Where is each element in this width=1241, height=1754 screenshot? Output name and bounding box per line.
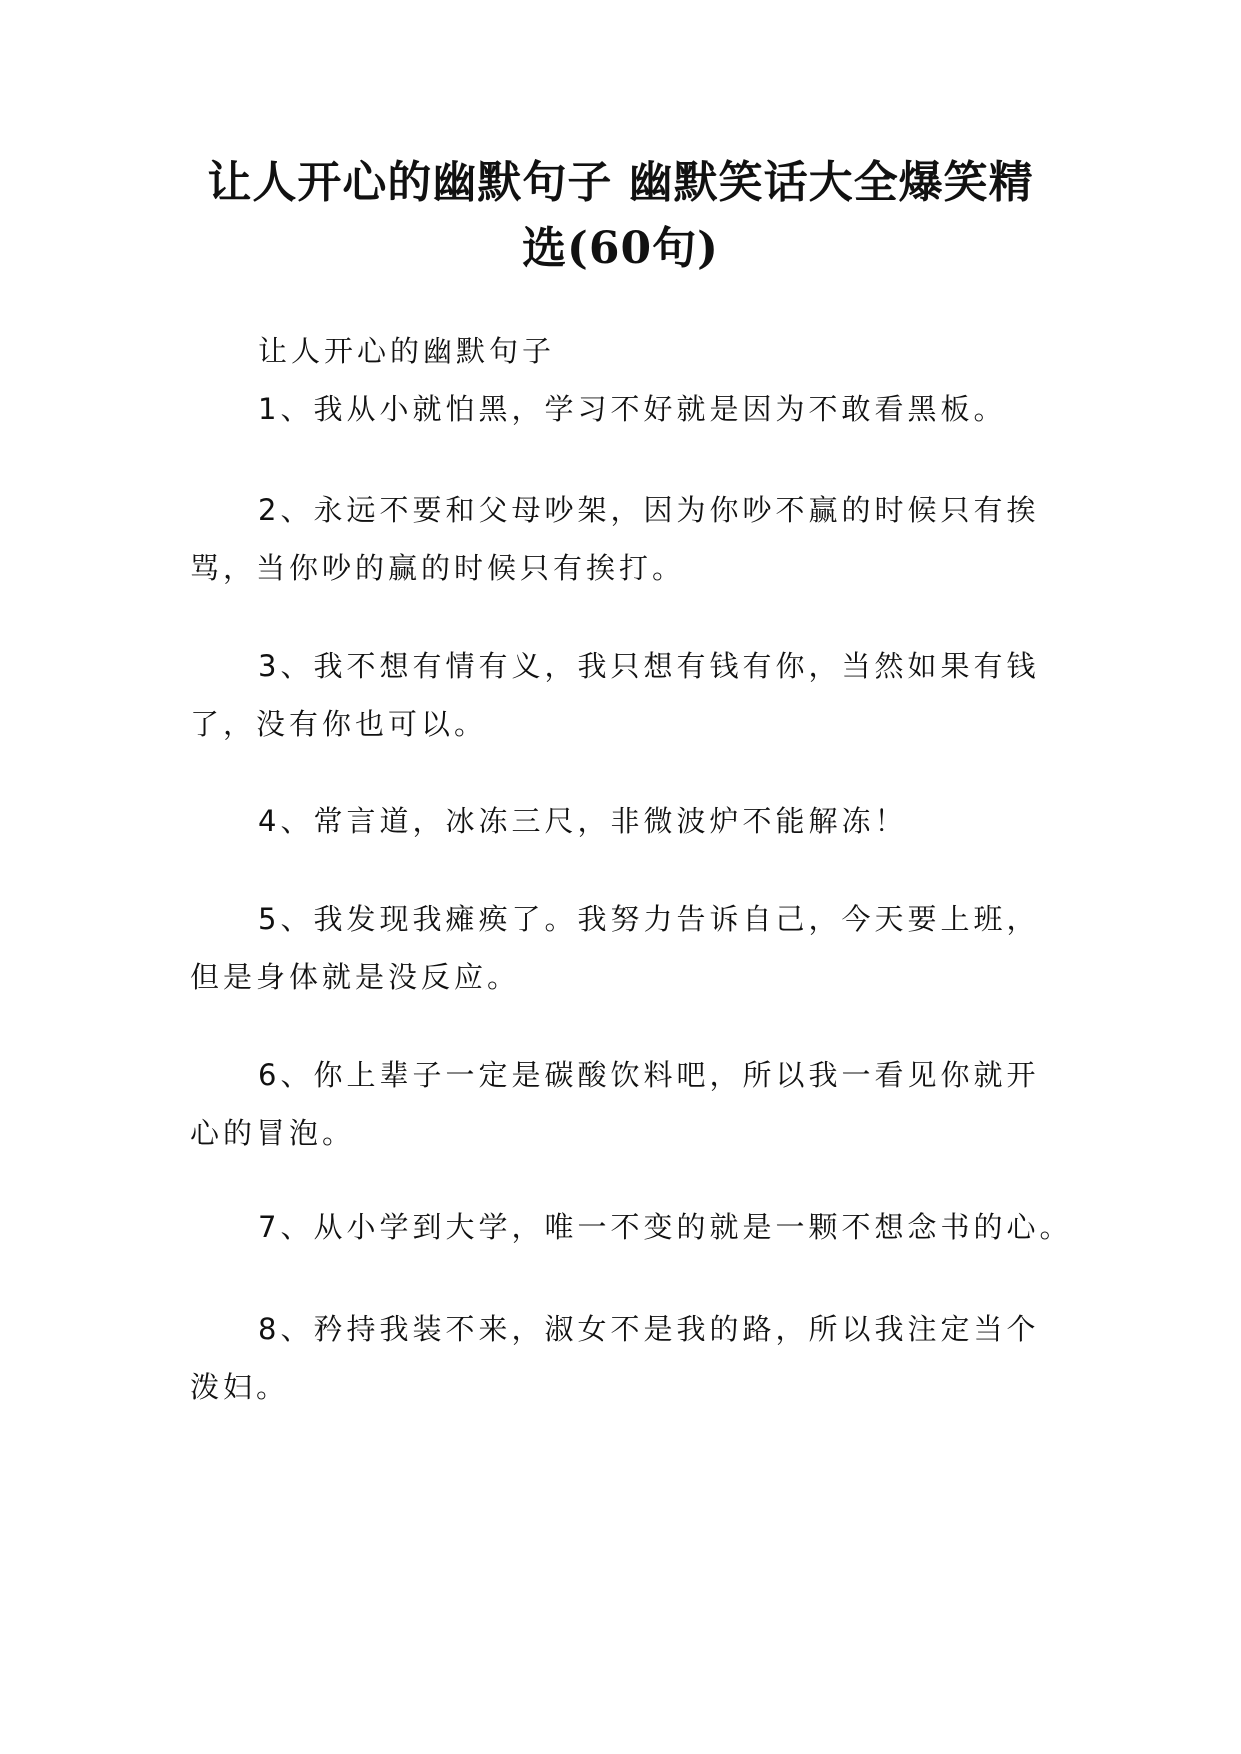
title-line-2: 选(60句) [522,223,719,274]
joke-item-7 [190,1198,1073,1256]
joke-item-8-line-1: 8、矜持我装不来，淑女不是我的路，所以我注定当个 [258,1312,1040,1346]
title-line-1: 让人开心的幽默句子 幽默笑话大全爆笑精 [207,157,1034,208]
joke-item-3-line-1: 3、我不想有情有义，我只想有钱有你，当然如果有钱 [258,649,1040,683]
joke-item-8-line-2: 泼妇。 [190,1370,290,1404]
joke-item-3 [190,637,1060,753]
joke-item-6-line-1: 6、你上辈子一定是碳酸饮料吧，所以我一看见你就开 [258,1058,1040,1092]
joke-item-6 [190,1046,1060,1162]
joke-item-8 [190,1300,1060,1416]
joke-item-2-line-1: 2、永远不要和父母吵架，因为你吵不赢的时候只有挨 [258,493,1040,527]
section-heading: 让人开心的幽默句子 [258,334,556,368]
joke-item-5 [190,890,1060,1006]
joke-item-2-line-2: 骂，当你吵的赢的时候只有挨打。 [190,551,686,585]
joke-item-4-line-1: 4、常言道，冰冻三尺，非微波炉不能解冻！ [258,804,908,838]
joke-item-1 [190,380,1060,438]
joke-item-3-line-2: 了，没有你也可以。 [190,707,488,741]
joke-item-2 [190,481,1060,597]
joke-item-7-line-1: 7、从小学到大学，唯一不变的就是一颗不想念书的心。 [258,1210,1073,1244]
joke-item-1-line-1: 1、我从小就怕黑，学习不好就是因为不敢看黑板。 [258,392,1007,426]
joke-item-6-line-2: 心的冒泡。 [190,1116,356,1150]
joke-item-4 [190,792,1060,850]
joke-item-5-line-1: 5、我发现我瘫痪了。我努力告诉自己，今天要上班， [258,902,1040,936]
joke-item-5-line-2: 但是身体就是没反应。 [190,960,521,994]
document-title [160,150,1081,282]
